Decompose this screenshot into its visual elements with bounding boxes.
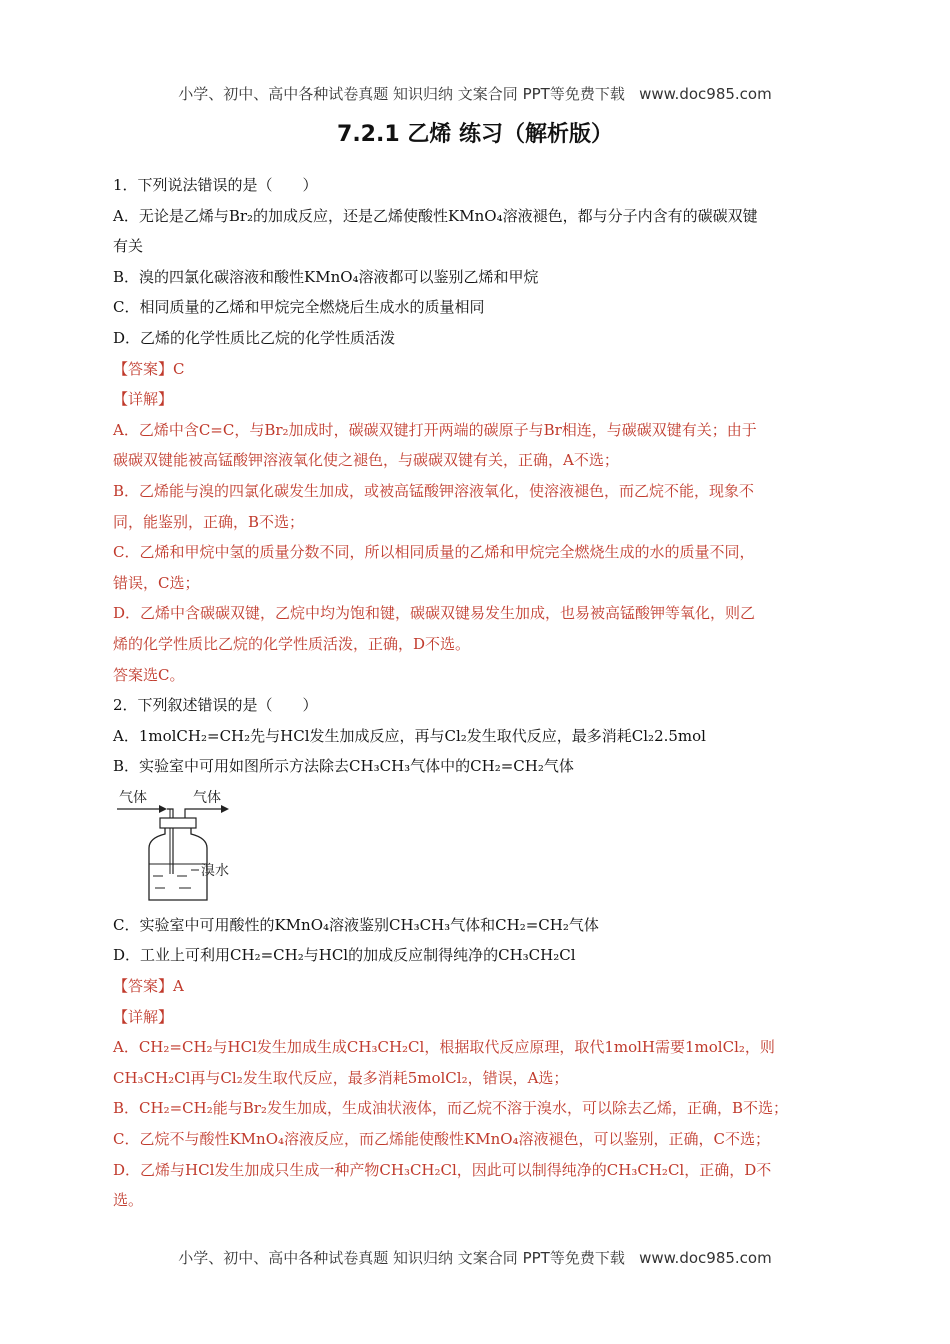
bromine-water-label: 溴水 [201,862,229,879]
q1-option-a-cont: 有关 [113,237,144,256]
q1-detail-heading: 【详解】 [113,390,174,409]
gas-washing-bottle-figure [113,782,841,910]
q2-detail-heading: 【详解】 [113,1007,174,1026]
q2-explanation-d: D．乙烯与HCl发生加成只生成一种产物CH₃CH₂Cl，因此可以制得纯净的CH₃CH₂Cl，正确，D不 [113,1160,772,1179]
q2-explanation-b: B．CH₂=CH₂能与Br₂发生加成，生成油状液体，而乙烷不溶于溴水，可以除去乙烯，正确，B不选； [113,1099,788,1118]
q1-explanation-b: B．乙烯能与溴的四氯化碳发生加成，或被高锰酸钾溶液氧化，使溶液褪色，而乙烷不能，现象不 [113,481,755,500]
gas-inlet-label: 气体 [119,789,147,806]
gas-outlet-label: 气体 [193,789,221,806]
q2-explanation-a-cont: CH₃CH₂Cl再与Cl₂发生取代反应，最多消耗5molCl₂，错误，A选； [113,1068,569,1087]
q1-option-b: B．溴的四氯化碳溶液和酸性KMnO₄溶液都可以鉴别乙烯和甲烷 [113,267,539,286]
q1-explanation-d-cont: 烯的化学性质比乙烷的化学性质活泼，正确，D不选。 [113,634,471,653]
q1-answer: 【答案】C [113,359,185,378]
q1-conclusion: 答案选C。 [113,665,185,684]
q1-explanation-c-cont: 错误，C选； [113,573,200,592]
q2-option-b: B．实验室中可用如图所示方法除去CH₃CH₃气体中的CH₂=CH₂气体 [113,757,574,776]
q1-explanation-a-cont: 碳碳双键能被高锰酸钾溶液氧化使之褪色，与碳碳双键有关，正确，A不选； [113,451,619,470]
q1-option-d: D．乙烯的化学性质比乙烷的化学性质活泼 [113,328,396,347]
q1-explanation-a: A．乙烯中含C=C，与Br₂加成时，碳碳双键打开两端的碳原子与Br相连，与碳碳双键有关；由于 [113,420,757,439]
page-footer-banner: 小学、初中、高中各种试卷真题 知识归纳 文案合同 PPT等免费下载 www.doc985.com [178,1249,772,1267]
q2-explanation-d-cont: 选。 [113,1191,144,1210]
washing-bottle-diagram [115,786,245,908]
q2-option-c: C．实验室中可用酸性的KMnO₄溶液鉴别CH₃CH₃气体和CH₂=CH₂气体 [113,915,599,934]
q1-explanation-d: D．乙烯中含碳碳双键，乙烷中均为饱和键，碳碳双键易发生加成，也易被高锰酸钾等氧化，则乙 [113,604,756,623]
q2-option-a: A．1molCH₂=CH₂先与HCl发生加成反应，再与Cl₂发生取代反应，最多消耗Cl₂2.5mol [113,726,706,745]
q1-option-a: A．无论是乙烯与Br₂的加成反应，还是乙烯使酸性KMnO₄溶液褪色，都与分子内含有的碳碳双键 [113,206,758,225]
document-body [113,170,841,1216]
q2-stem: 2．下列叙述错误的是（ ） [113,696,318,715]
q1-stem: 1．下列说法错误的是（ ） [113,176,318,194]
q1-explanation-c: C．乙烯和甲烷中氢的质量分数不同，所以相同质量的乙烯和甲烷完全燃烧生成的水的质量不同， [113,543,755,562]
q1-option-c: C．相同质量的乙烯和甲烷完全燃烧后生成水的质量相同 [113,298,485,317]
q1-explanation-b-cont: 同，能鉴别，正确，B不选； [113,512,305,531]
q2-explanation-a: A．CH₂=CH₂与HCl发生加成生成CH₃CH₂Cl，根据取代反应原理，取代1molH需要1molCl₂，则 [113,1038,775,1057]
q2-option-d: D．工业上可利用CH₂=CH₂与HCl的加成反应制得纯净的CH₃CH₂Cl [113,946,576,965]
q2-answer: 【答案】A [113,977,184,996]
page-header-banner: 小学、初中、高中各种试卷真题 知识归纳 文案合同 PPT等免费下载 www.doc985.com [178,85,772,103]
q2-explanation-c: C．乙烷不与酸性KMnO₄溶液反应，而乙烯能使酸性KMnO₄溶液褪色，可以鉴别，正确，C不选； [113,1130,771,1149]
page-title: 7.2.1 乙烯 练习（解析版） [337,122,613,147]
